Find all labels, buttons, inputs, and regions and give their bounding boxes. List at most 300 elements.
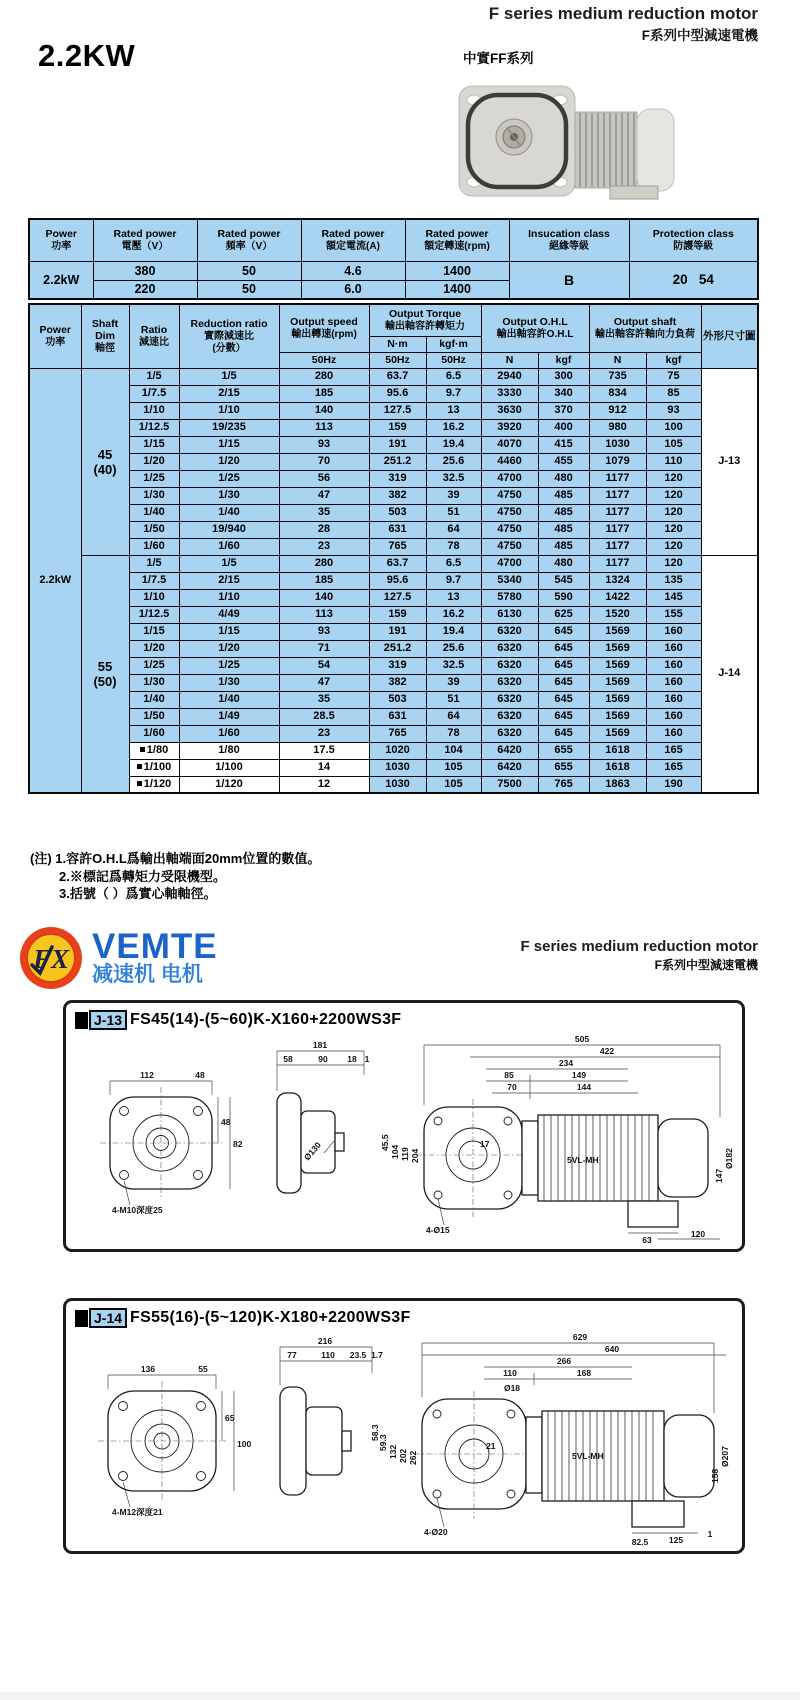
cell: 280 bbox=[279, 368, 369, 385]
cell: 382 bbox=[369, 674, 426, 691]
cell: 93 bbox=[646, 402, 701, 419]
cell: 625 bbox=[538, 606, 589, 623]
notes bbox=[30, 850, 320, 903]
cell: 47 bbox=[279, 674, 369, 691]
table-row bbox=[29, 742, 758, 759]
cell: 400 bbox=[538, 419, 589, 436]
cell: 645 bbox=[538, 674, 589, 691]
cell: 1177 bbox=[589, 538, 646, 555]
table-row bbox=[29, 674, 758, 691]
cell: 1/5 bbox=[179, 368, 279, 385]
cell: 485 bbox=[538, 487, 589, 504]
svg-text:640: 640 bbox=[604, 1344, 620, 1354]
cell: 503 bbox=[369, 504, 426, 521]
cell: 645 bbox=[538, 623, 589, 640]
svg-text:110: 110 bbox=[503, 1368, 517, 1378]
col-power: Power 功率 bbox=[29, 219, 93, 261]
brand-logo bbox=[18, 925, 218, 991]
cell: 95.6 bbox=[369, 385, 426, 402]
cell: 765 bbox=[369, 725, 426, 742]
svg-text:4-Ø15: 4-Ø15 bbox=[426, 1225, 450, 1235]
cell: 120 bbox=[646, 538, 701, 555]
svg-text:125: 125 bbox=[668, 1535, 684, 1545]
cell: 120 bbox=[646, 487, 701, 504]
cell: 191 bbox=[369, 623, 426, 640]
cell: 545 bbox=[538, 572, 589, 589]
cell: 4070 bbox=[481, 436, 538, 453]
cell: 1/40 bbox=[179, 691, 279, 708]
svg-text:120: 120 bbox=[690, 1229, 706, 1239]
cell: 85 bbox=[646, 385, 701, 402]
table-row bbox=[29, 657, 758, 674]
cell: 1/40 bbox=[129, 691, 179, 708]
svg-text:266: 266 bbox=[556, 1356, 572, 1366]
svg-text:48: 48 bbox=[221, 1117, 231, 1127]
cell: 1400 bbox=[405, 280, 509, 299]
cell: 655 bbox=[538, 742, 589, 759]
svg-text:55: 55 bbox=[198, 1364, 208, 1374]
cell: 127.5 bbox=[369, 402, 426, 419]
section2-title-en: F series medium reduction motor bbox=[520, 938, 758, 955]
cell: 655 bbox=[538, 759, 589, 776]
j14-technical-drawing bbox=[72, 1333, 742, 1549]
cell: 5780 bbox=[481, 589, 538, 606]
cell: 63.7 bbox=[369, 555, 426, 572]
cell: 1/12.5 bbox=[129, 419, 179, 436]
cell: 1/15 bbox=[179, 623, 279, 640]
cell: 415 bbox=[538, 436, 589, 453]
cell: 485 bbox=[538, 521, 589, 538]
cell: 3630 bbox=[481, 402, 538, 419]
col-dimension-figure: 外形尺寸圖 bbox=[701, 304, 758, 368]
cell: 9.7 bbox=[426, 385, 481, 402]
page-title-zh: F系列中型減速電機 bbox=[641, 28, 758, 43]
section2-title-zh: F系列中型減速電機 bbox=[654, 958, 758, 972]
col-nm-50hz: 50Hz bbox=[369, 352, 426, 368]
cell: 56 bbox=[279, 470, 369, 487]
col-ohl-kgf: kgf bbox=[538, 352, 589, 368]
cell: 110 bbox=[646, 453, 701, 470]
cell: 1177 bbox=[589, 555, 646, 572]
cell: 100 bbox=[646, 419, 701, 436]
figure-code-badge: J-14 bbox=[89, 1308, 127, 1328]
cell: 1/20 bbox=[179, 453, 279, 470]
cell: 19.4 bbox=[426, 623, 481, 640]
cell: 12 bbox=[279, 776, 369, 793]
brand-subtitle: 减速机 电机 bbox=[92, 962, 203, 986]
cell: 6420 bbox=[481, 759, 538, 776]
cell: 2/15 bbox=[179, 572, 279, 589]
cell: 120 bbox=[646, 470, 701, 487]
cell: 1569 bbox=[589, 657, 646, 674]
cell: 47 bbox=[279, 487, 369, 504]
cell: 480 bbox=[538, 470, 589, 487]
cell: 35 bbox=[279, 691, 369, 708]
cell: 105 bbox=[646, 436, 701, 453]
svg-text:4-M10深度25: 4-M10深度25 bbox=[112, 1205, 163, 1215]
table-row bbox=[29, 521, 758, 538]
figure-model-name: FS45(14)-(5~60)K-X160+2200WS3F bbox=[130, 1011, 402, 1028]
svg-text:1: 1 bbox=[364, 1054, 370, 1064]
cell: 165 bbox=[646, 742, 701, 759]
product-photo bbox=[458, 82, 676, 200]
cell: 4700 bbox=[481, 555, 538, 572]
cell: 1/100 bbox=[129, 759, 179, 776]
svg-text:21: 21 bbox=[486, 1441, 496, 1451]
cell: 70 bbox=[279, 453, 369, 470]
cell: 1020 bbox=[369, 742, 426, 759]
cell: 1/40 bbox=[179, 504, 279, 521]
cell: 1324 bbox=[589, 572, 646, 589]
cell: 2940 bbox=[481, 368, 538, 385]
cell: 19.4 bbox=[426, 436, 481, 453]
col-output-torque: Output Torque 輸出軸容許轉矩力 bbox=[369, 304, 481, 336]
cell: 14 bbox=[279, 759, 369, 776]
cell: 35 bbox=[279, 504, 369, 521]
table-row bbox=[29, 623, 758, 640]
cell: 6320 bbox=[481, 708, 538, 725]
cell: 75 bbox=[646, 368, 701, 385]
table-row bbox=[29, 261, 758, 280]
cell: 382 bbox=[369, 487, 426, 504]
cell: 155 bbox=[646, 606, 701, 623]
cell: 120 bbox=[646, 555, 701, 572]
svg-text:FX: FX bbox=[32, 944, 70, 974]
cell: 6320 bbox=[481, 640, 538, 657]
cell: 39 bbox=[426, 674, 481, 691]
cell: 1/7.5 bbox=[129, 572, 179, 589]
col-insulation: Insucation class 絕緣等級 bbox=[509, 219, 629, 261]
cell-power: 2.2kW bbox=[29, 261, 93, 299]
figure-j14-box bbox=[63, 1298, 745, 1554]
cell: 1/60 bbox=[129, 725, 179, 742]
cell: 6.5 bbox=[426, 555, 481, 572]
cell: 28 bbox=[279, 521, 369, 538]
svg-text:262: 262 bbox=[408, 1450, 418, 1465]
cell: 1/15 bbox=[129, 623, 179, 640]
dimension-figure-cell: J-13 bbox=[701, 368, 758, 555]
cell: 185 bbox=[279, 572, 369, 589]
cell: 159 bbox=[369, 419, 426, 436]
col-shaft-dim: Shaft Dim 軸徑 bbox=[81, 304, 129, 368]
cell: 6130 bbox=[481, 606, 538, 623]
cell: 6320 bbox=[481, 623, 538, 640]
cell: 23 bbox=[279, 538, 369, 555]
cell: 1/15 bbox=[129, 436, 179, 453]
cell: 319 bbox=[369, 657, 426, 674]
col-reduction-ratio: Reduction ratio 實際減速比 (分數） bbox=[179, 304, 279, 368]
cell: 1520 bbox=[589, 606, 646, 623]
table-row bbox=[29, 368, 758, 385]
svg-text:58: 58 bbox=[283, 1054, 293, 1064]
cell: 63.7 bbox=[369, 368, 426, 385]
cell: 16.2 bbox=[426, 606, 481, 623]
cell: 95.6 bbox=[369, 572, 426, 589]
svg-text:82: 82 bbox=[233, 1139, 243, 1149]
cell: 1/30 bbox=[129, 674, 179, 691]
svg-text:144: 144 bbox=[576, 1082, 592, 1092]
figure-model-name: FS55(16)-(5~120)K-X180+2200WS3F bbox=[130, 1309, 411, 1326]
cell: 127.5 bbox=[369, 589, 426, 606]
cell: 6320 bbox=[481, 674, 538, 691]
cell: 503 bbox=[369, 691, 426, 708]
cell: 7500 bbox=[481, 776, 538, 793]
svg-text:Ø18: Ø18 bbox=[503, 1383, 521, 1393]
cell: 1/60 bbox=[179, 725, 279, 742]
power-table-header-row bbox=[29, 219, 758, 261]
cell: 6320 bbox=[481, 657, 538, 674]
cell: 25.6 bbox=[426, 640, 481, 657]
cell: 912 bbox=[589, 402, 646, 419]
cell: 6.0 bbox=[301, 280, 405, 299]
cell: 191 bbox=[369, 436, 426, 453]
cell: 160 bbox=[646, 708, 701, 725]
cell: 4700 bbox=[481, 470, 538, 487]
cell: 160 bbox=[646, 657, 701, 674]
cell: 1/50 bbox=[129, 708, 179, 725]
svg-text:58.3: 58.3 bbox=[370, 1424, 380, 1441]
cell: 340 bbox=[538, 385, 589, 402]
series-label: 中實FF系列 bbox=[463, 51, 534, 66]
svg-text:90: 90 bbox=[318, 1054, 328, 1064]
cell: 834 bbox=[589, 385, 646, 402]
cell: 140 bbox=[279, 589, 369, 606]
svg-text:505: 505 bbox=[574, 1035, 590, 1044]
cell: 105 bbox=[426, 776, 481, 793]
cell: 1/40 bbox=[129, 504, 179, 521]
cell: 645 bbox=[538, 725, 589, 742]
svg-text:202: 202 bbox=[398, 1448, 408, 1463]
cell: 6320 bbox=[481, 691, 538, 708]
cell: 1/50 bbox=[129, 521, 179, 538]
cell: 631 bbox=[369, 708, 426, 725]
cell: 645 bbox=[538, 640, 589, 657]
main-header-row-1 bbox=[29, 304, 758, 336]
svg-text:4-Ø20: 4-Ø20 bbox=[424, 1527, 448, 1537]
svg-text:147: 147 bbox=[714, 1168, 724, 1183]
table-row bbox=[29, 589, 758, 606]
cell: 1030 bbox=[369, 759, 426, 776]
col-nm: N·m bbox=[369, 336, 426, 352]
table-row bbox=[29, 453, 758, 470]
cell: 13 bbox=[426, 589, 481, 606]
cell: 25.6 bbox=[426, 453, 481, 470]
table-row bbox=[29, 640, 758, 657]
table-row bbox=[29, 555, 758, 572]
col-current: Rated power 額定電流(A) bbox=[301, 219, 405, 261]
cell: 1/49 bbox=[179, 708, 279, 725]
svg-text:77: 77 bbox=[287, 1350, 297, 1360]
cell: 280 bbox=[279, 555, 369, 572]
cell: 1/20 bbox=[129, 453, 179, 470]
table-row bbox=[29, 385, 758, 402]
cell: 1/30 bbox=[179, 674, 279, 691]
svg-text:85: 85 bbox=[504, 1070, 514, 1080]
page-bottom-edge bbox=[0, 1692, 800, 1700]
cell: 735 bbox=[589, 368, 646, 385]
cell: 645 bbox=[538, 708, 589, 725]
cell: 319 bbox=[369, 470, 426, 487]
cell: 104 bbox=[426, 742, 481, 759]
table-row bbox=[29, 759, 758, 776]
col-power: Power 功率 bbox=[29, 304, 81, 368]
cell: 28.5 bbox=[279, 708, 369, 725]
svg-text:17: 17 bbox=[480, 1139, 490, 1149]
cell: 1/30 bbox=[129, 487, 179, 504]
cell: 71 bbox=[279, 640, 369, 657]
cell: 1/12.5 bbox=[129, 606, 179, 623]
cell: 93 bbox=[279, 623, 369, 640]
cell: 1400 bbox=[405, 261, 509, 280]
cell: 190 bbox=[646, 776, 701, 793]
torque-limited-marker-icon bbox=[137, 781, 142, 786]
col-frequency: Rated power 頻率（V） bbox=[197, 219, 301, 261]
cell-insulation: B bbox=[509, 261, 629, 299]
cell: 93 bbox=[279, 436, 369, 453]
svg-text:110: 110 bbox=[321, 1350, 335, 1360]
cell: 6.5 bbox=[426, 368, 481, 385]
cell: 765 bbox=[538, 776, 589, 793]
svg-text:168: 168 bbox=[576, 1368, 592, 1378]
note-line: 2.※標記爲轉矩力受限機型。 bbox=[59, 868, 226, 884]
table-row bbox=[29, 504, 758, 521]
cell: 1177 bbox=[589, 521, 646, 538]
cell: 480 bbox=[538, 555, 589, 572]
cell: 2/15 bbox=[179, 385, 279, 402]
table-row bbox=[29, 708, 758, 725]
cell: 4750 bbox=[481, 487, 538, 504]
shaft-dim-cell: 45 (40) bbox=[81, 368, 129, 555]
cell: 4750 bbox=[481, 521, 538, 538]
col-speed: Rated power 額定轉速(rpm) bbox=[405, 219, 509, 261]
cell: 300 bbox=[538, 368, 589, 385]
svg-text:63: 63 bbox=[642, 1235, 652, 1245]
cell: 4750 bbox=[481, 538, 538, 555]
cell: 251.2 bbox=[369, 453, 426, 470]
cell: 1618 bbox=[589, 759, 646, 776]
cell: 113 bbox=[279, 606, 369, 623]
cell: 78 bbox=[426, 725, 481, 742]
table-row bbox=[29, 470, 758, 487]
svg-text:23.5: 23.5 bbox=[349, 1350, 367, 1360]
svg-text:119: 119 bbox=[400, 1147, 410, 1161]
note-line: (注) 1.容許O.H.L爲輸出軸端面20mm位置的數值。 bbox=[30, 851, 321, 866]
cell: 1177 bbox=[589, 504, 646, 521]
cell: 220 bbox=[93, 280, 197, 299]
cell: 165 bbox=[646, 759, 701, 776]
svg-text:Ø207: Ø207 bbox=[720, 1446, 730, 1467]
cell: 64 bbox=[426, 708, 481, 725]
table-row bbox=[29, 606, 758, 623]
cell: 1569 bbox=[589, 674, 646, 691]
cell: 1618 bbox=[589, 742, 646, 759]
cell: 1/7.5 bbox=[129, 385, 179, 402]
cell: 1/25 bbox=[179, 657, 279, 674]
figure-code-badge: J-13 bbox=[89, 1010, 127, 1030]
power-table bbox=[28, 218, 759, 300]
cell: 645 bbox=[538, 691, 589, 708]
svg-text:112: 112 bbox=[140, 1070, 154, 1080]
cell: 160 bbox=[646, 691, 701, 708]
cell: 1/5 bbox=[129, 368, 179, 385]
vemte-badge-icon bbox=[18, 925, 84, 991]
svg-text:100: 100 bbox=[237, 1439, 252, 1449]
cell: 6420 bbox=[481, 742, 538, 759]
cell: 13 bbox=[426, 402, 481, 419]
table-row bbox=[29, 538, 758, 555]
cell: 9.7 bbox=[426, 572, 481, 589]
cell: 105 bbox=[426, 759, 481, 776]
cell: 32.5 bbox=[426, 470, 481, 487]
cell: 631 bbox=[369, 521, 426, 538]
brand-name: VEMTE bbox=[92, 926, 218, 966]
table-row bbox=[29, 402, 758, 419]
cell: 159 bbox=[369, 606, 426, 623]
svg-text:234: 234 bbox=[558, 1058, 574, 1068]
col-shaft-n: N bbox=[589, 352, 646, 368]
cell: 17.5 bbox=[279, 742, 369, 759]
cell: 1177 bbox=[589, 470, 646, 487]
cell: 78 bbox=[426, 538, 481, 555]
cell: 4750 bbox=[481, 504, 538, 521]
col-ratio: Ratio 減速比 bbox=[129, 304, 179, 368]
cell: 1/10 bbox=[179, 402, 279, 419]
cell: 1/15 bbox=[179, 436, 279, 453]
square-marker-icon bbox=[75, 1012, 88, 1029]
cell: 16.2 bbox=[426, 419, 481, 436]
table-row bbox=[29, 725, 758, 742]
cell: 4/49 bbox=[179, 606, 279, 623]
main-table-body bbox=[29, 368, 758, 793]
cell: 19/235 bbox=[179, 419, 279, 436]
table-row bbox=[29, 691, 758, 708]
cell: 6320 bbox=[481, 725, 538, 742]
svg-text:1.7: 1.7 bbox=[371, 1350, 383, 1360]
cell: 251.2 bbox=[369, 640, 426, 657]
svg-text:4-M12深度21: 4-M12深度21 bbox=[112, 1507, 163, 1517]
svg-text:136: 136 bbox=[140, 1364, 156, 1374]
cell: 1863 bbox=[589, 776, 646, 793]
svg-text:1: 1 bbox=[707, 1529, 713, 1539]
j13-technical-drawing bbox=[72, 1035, 742, 1247]
cell: 51 bbox=[426, 504, 481, 521]
table-row bbox=[29, 572, 758, 589]
cell: 485 bbox=[538, 538, 589, 555]
cell: 980 bbox=[589, 419, 646, 436]
cell: 160 bbox=[646, 623, 701, 640]
svg-text:48: 48 bbox=[195, 1070, 205, 1080]
cell: 370 bbox=[538, 402, 589, 419]
cell: 1/5 bbox=[129, 555, 179, 572]
cell-protection: 20 54 bbox=[629, 261, 758, 299]
cell: 455 bbox=[538, 453, 589, 470]
svg-text:18: 18 bbox=[347, 1054, 357, 1064]
col-ohl-n: N bbox=[481, 352, 538, 368]
cell: 1569 bbox=[589, 725, 646, 742]
col-output-speed: Output speed 輸出轉速(rpm) bbox=[279, 304, 369, 352]
cell: 5340 bbox=[481, 572, 538, 589]
cell: 3330 bbox=[481, 385, 538, 402]
col-kgfm-50hz: 50Hz bbox=[426, 352, 481, 368]
svg-text:149: 149 bbox=[571, 1070, 587, 1080]
cell: 765 bbox=[369, 538, 426, 555]
cell: 1569 bbox=[589, 623, 646, 640]
cell: 64 bbox=[426, 521, 481, 538]
svg-text:65: 65 bbox=[225, 1413, 235, 1423]
svg-text:104: 104 bbox=[390, 1144, 400, 1159]
cell: 50 bbox=[197, 280, 301, 299]
cell: 1/80 bbox=[179, 742, 279, 759]
